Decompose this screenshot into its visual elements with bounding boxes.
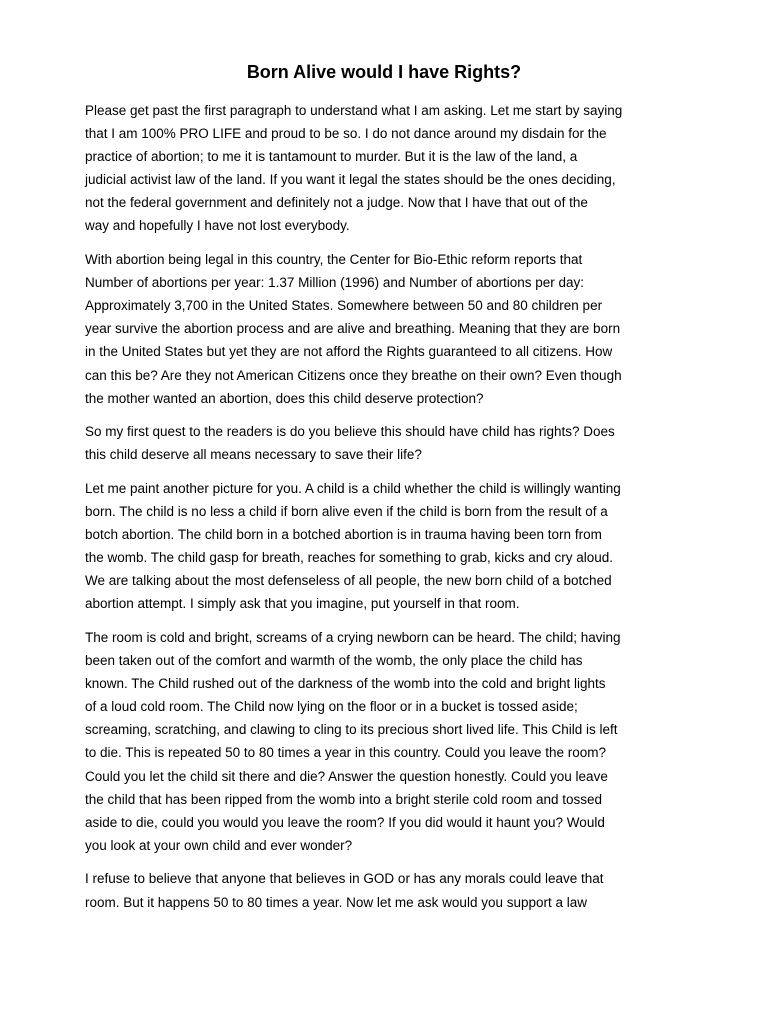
paragraph-line: screaming, scratching, and clawing to cling to its precious short lived life. This Child is left (85, 722, 618, 738)
paragraph-line: year survive the abortion process and are alive and breathing. Meaning that they are born (85, 321, 621, 337)
paragraph-line: Could you let the child sit there and die? Answer the question honestly. Could you leave (85, 768, 608, 784)
paragraph-line: abortion attempt. I simply ask that you imagine, put yourself in that room. (85, 596, 520, 612)
paragraph-line: the child that has been ripped from the womb into a bright sterile cold room and tossed (85, 791, 603, 807)
paragraph-line: aside to die, could you would you leave the room? If you did would it haunt you? Would (85, 814, 605, 830)
paragraph-line: of a loud cold room. The Child now lying on the floor or in a bucket is tossed aside; (85, 699, 578, 715)
paragraph-line: this child deserve all means necessary to save their life? (85, 447, 422, 463)
paragraph-line: judicial activist law of the land. If you want it legal the states should be the ones deciding, (85, 172, 616, 188)
paragraph-line: born. The child is no less a child if born alive even if the child is born from the result of a (85, 504, 608, 519)
paragraph (85, 867, 705, 913)
paragraph-line: The room is cold and bright, screams of a crying newborn can be heard. The child; having (85, 629, 621, 645)
paragraph-line: the womb. The child gasp for breath, reaches for something to grab, kicks and cry aloud. (85, 550, 614, 566)
paragraph-line: in the United States but yet they are not afford the Rights guaranteed to all citizens. How (85, 344, 613, 360)
paragraph (85, 99, 705, 238)
paragraph-line: Approximately 3,700 in the United States. Somewhere between 50 and 80 children per (85, 298, 603, 314)
paragraph-line: Please get past the first paragraph to understand what I am asking. Let me start by saying (85, 103, 623, 118)
paragraph-line: that I am 100% PRO LIFE and proud to be so. I do not dance around my disdain for the (85, 126, 607, 142)
paragraph-line: With abortion being legal in this country, the Center for Bio-Ethic reform reports that (85, 252, 583, 268)
paragraph-line: way and hopefully I have not lost everybody. (85, 218, 350, 234)
paragraph-line: practice of abortion; to me it is tantamount to murder. But it is the law of the land, a (85, 149, 578, 165)
paragraph (85, 248, 705, 410)
paragraph-line: you look at your own child and ever wonder? (85, 837, 353, 853)
document-title: Born Alive would I have Rights? (246, 62, 522, 82)
document-body (85, 99, 705, 924)
paragraph-line: can this be? Are they not American Citizens once they breathe on their own? Even though (85, 367, 622, 383)
paragraph-line: to die. This is repeated 50 to 80 times a year in this country. Could you leave the room? (85, 745, 607, 761)
paragraph-line: Let me paint another picture for you. A child is a child whether the child is willingly wanting (85, 480, 621, 496)
paragraph-line: We are talking about the most defenseless of all people, the new born child of a botched (85, 573, 612, 589)
paragraph-line: known. The Child rushed out of the darkness of the womb into the cold and bright lights (85, 676, 606, 692)
paragraph-line: room. But it happens 50 to 80 times a year. Now let me ask would you support a law (85, 894, 588, 910)
paragraph-line: So my first quest to the readers is do you believe this should have child has rights? Does (85, 424, 615, 440)
paragraph (85, 477, 705, 616)
paragraph-line: been taken out of the comfort and warmth of the womb, the only place the child has (85, 653, 583, 669)
paragraph-line: the mother wanted an abortion, does this child deserve protection? (85, 390, 484, 406)
paragraph-line: not the federal government and definitely not a judge. Now that I have that out of the (85, 195, 588, 211)
paragraph-line: I refuse to believe that anyone that believes in GOD or has any morals could leave that (85, 871, 604, 887)
paragraph-line: Number of abortions per year: 1.37 Million (1996) and Number of abortions per day: (85, 275, 585, 291)
paragraph (85, 420, 705, 466)
paragraph-line: botch abortion. The child born in a botched abortion is in trauma having been torn from (85, 527, 602, 543)
paragraph (85, 626, 705, 857)
